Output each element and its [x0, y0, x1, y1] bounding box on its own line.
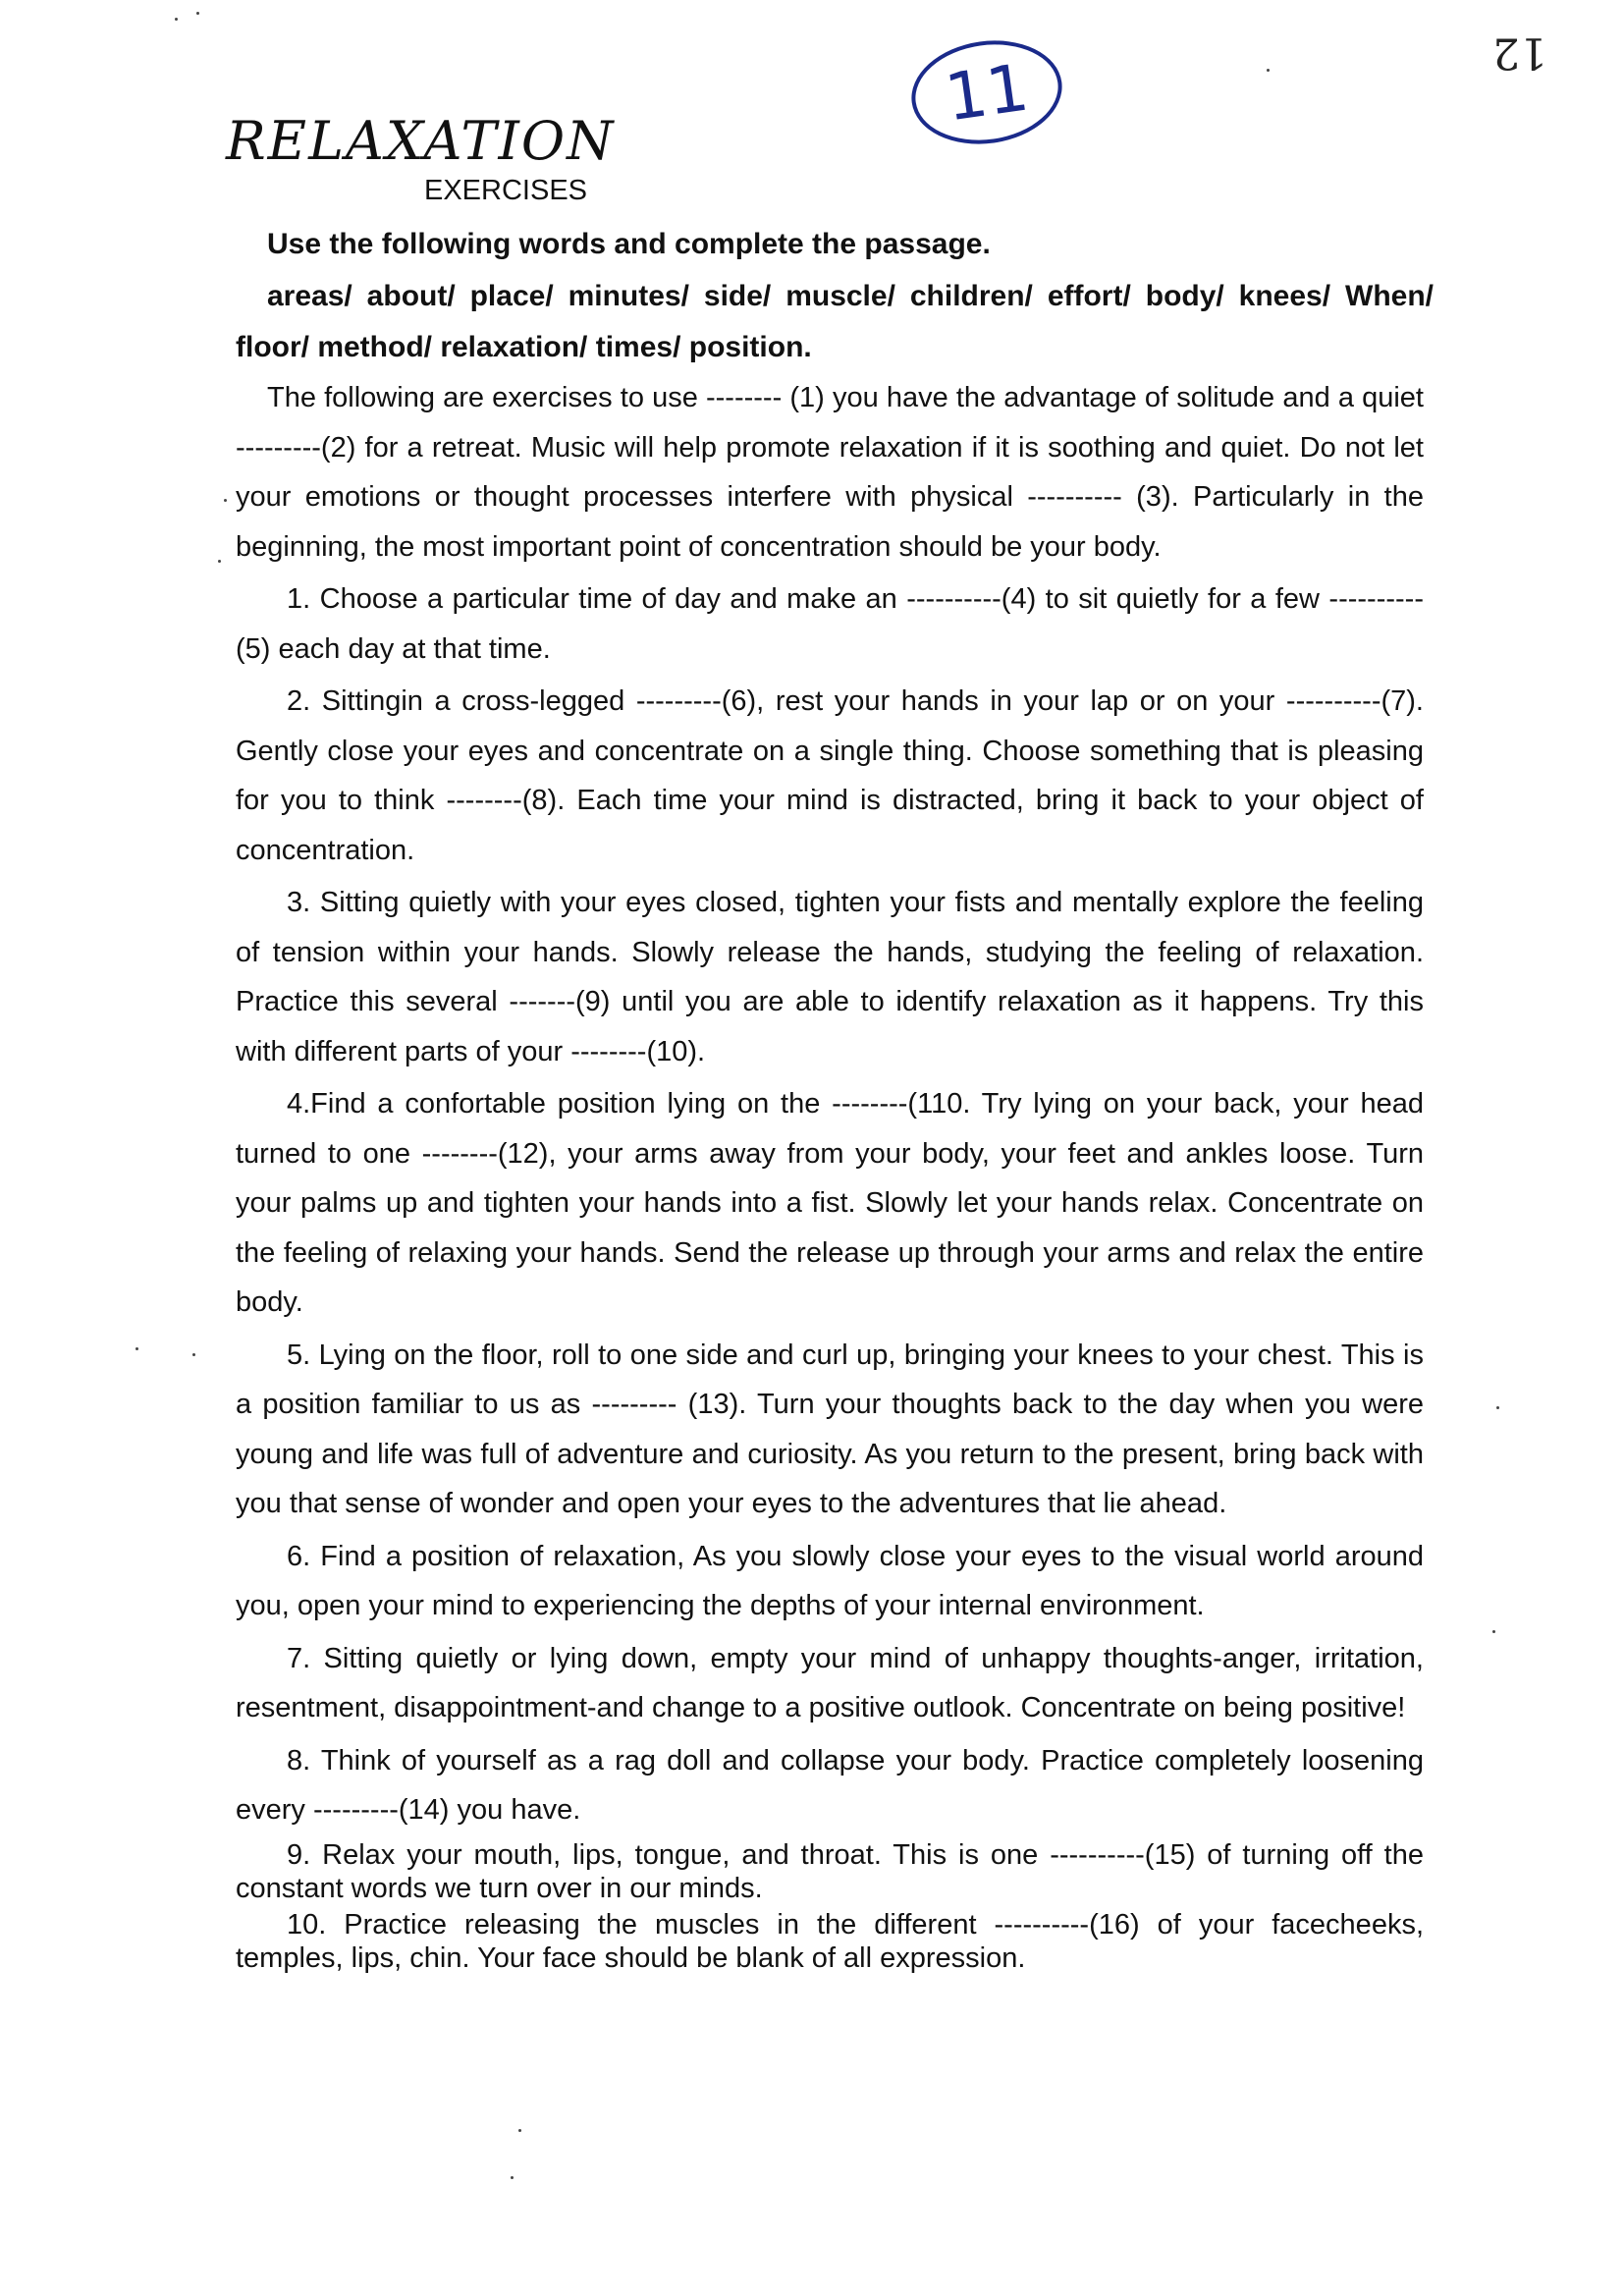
scan-speck — [1496, 1406, 1499, 1409]
circled-number-text: 11 — [941, 49, 1033, 136]
passage — [236, 373, 1424, 1978]
scan-speck — [511, 2176, 514, 2179]
exercise-item-9: 9. Relax your mouth, lips, tongue, and throat. This is one ----------(15) of turning off the constant words we turn over in our minds. — [236, 1838, 1424, 1904]
page-corner-number: 12 — [1492, 27, 1547, 78]
scan-speck — [196, 12, 199, 15]
scan-speck — [518, 2129, 521, 2132]
scan-speck — [135, 1347, 138, 1350]
handwritten-title: RELAXATION — [226, 110, 616, 172]
exercise-item-4: 4.Find a confortable position lying on the --------(110. Try lying on your back, your head turned to one --------(12), your arms away from your body, your feet and ankles loose. Turn your palms up and tighten your hands into a fist. Slowly let your hands relax. Concentrate on the feeling of relaxing your hands. Send the release up through your arms and relax the entire body. — [236, 1088, 1424, 1318]
section-heading: EXERCISES — [424, 175, 587, 206]
intro-paragraph: The following are exercises to use -------- (1) you have the advantage of solitude and a quiet ---------(2) for a retreat. Music will help promote relaxation if it is soothing and quiet. Do not let your emotions or thought processes interfere with physical ---------- (3). Particularly in the beginning, the most important point of concentration should be your body. — [236, 382, 1424, 563]
circled-page-number — [905, 31, 1069, 153]
word-bank: areas/ about/ place/ minutes/ side/ muscle/ children/ effort/ body/ knees/ When/ floor/ method/ relaxation/ times/ position. — [236, 280, 1434, 363]
exercise-item-2: 2. Sittingin a cross-legged ---------(6), rest your hands in your lap or on your ----------(7). Gently close your eyes and concentrate on a single thing. Choose something that is pleasing for you to think --------(8). Each time your mind is distracted, bring it back to your object of concentration. — [236, 685, 1424, 866]
exercise-item-5: 5. Lying on the floor, roll to one side and curl up, bringing your knees to your chest. This is a position familiar to us as --------- (13). Turn your thoughts back to the day when you were young and life was full of adventure and curiosity. As you return to the present, bring back with you that sense of wonder and open your eyes to the adventures that lie ahead. — [236, 1339, 1424, 1519]
exercise-item-6: 6. Find a position of relaxation, As you slowly close your eyes to the visual world around you, open your mind to experiencing the depths of your internal environment. — [236, 1540, 1424, 1621]
exercise-item-10: 10. Practice releasing the muscles in the different ----------(16) of your facecheeks, temples, lips, chin. Your face should be blank of all expression. — [236, 1908, 1424, 1974]
scan-speck — [1492, 1630, 1495, 1633]
scan-speck — [192, 1353, 195, 1356]
scan-speck — [1267, 69, 1270, 72]
scan-speck — [218, 560, 221, 563]
exercise-item-7: 7. Sitting quietly or lying down, empty your mind of unhappy thoughts-anger, irritation, resentment, disappointment-and change to a positive outlook. Concentrate on being positive! — [236, 1642, 1424, 1723]
exercise-item-8: 8. Think of yourself as a rag doll and collapse your body. Practice completely loosening every ---------(14) you have. — [236, 1744, 1424, 1826]
exercise-item-1: 1. Choose a particular time of day and make an ----------(4) to sit quietly for a few ----------(5) each day at that time. — [236, 583, 1424, 665]
exercise-item-3: 3. Sitting quietly with your eyes closed, tighten your fists and mentally explore the feeling of tension within your hands. Slowly release the hands, studying the feeling of relaxation. Practice this several -------(9) until you are able to identify relaxation as it happens. Try this with different parts of your --------(10). — [236, 887, 1424, 1067]
scan-speck — [224, 499, 227, 502]
instruction-line: Use the following words and complete the passage. — [267, 228, 991, 260]
scan-speck — [175, 18, 178, 21]
